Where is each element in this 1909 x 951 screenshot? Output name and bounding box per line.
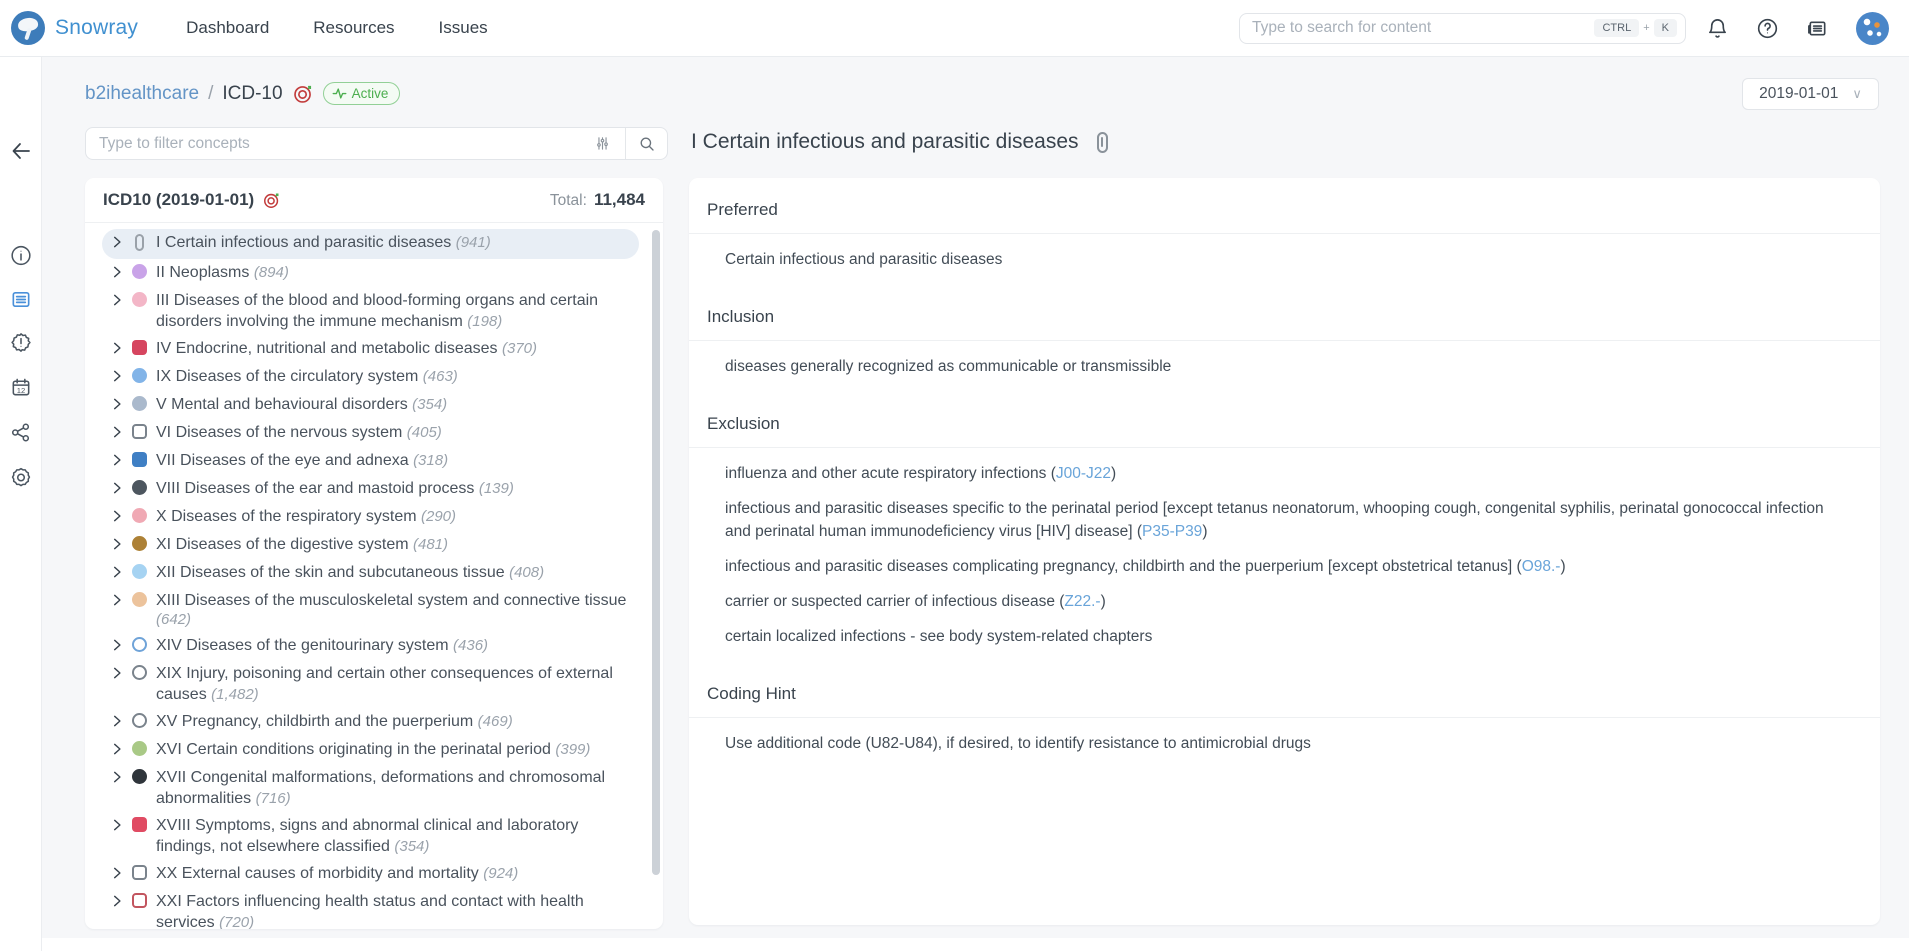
detail-title: I Certain infectious and parasitic diseases — [691, 130, 1079, 153]
tree-row-label: X Diseases of the respiratory system — [156, 508, 421, 525]
atom-icon — [132, 665, 147, 680]
total-label: Total: — [549, 192, 587, 209]
detail-section — [689, 182, 1880, 289]
chevron-right-icon[interactable] — [110, 394, 132, 411]
tree-row[interactable] — [102, 559, 639, 587]
tree-row-count: (399) — [555, 741, 591, 758]
detail-item: Use additional code (U82-U84), if desired, to identify resistance to antimicrobial drugs — [725, 735, 1311, 752]
status-badge — [323, 82, 401, 105]
chevron-right-icon[interactable] — [110, 422, 132, 439]
detail-section-body — [689, 718, 1880, 773]
tree-row[interactable] — [102, 419, 639, 447]
detail-item: Certain infectious and parasitic diseases — [725, 251, 1003, 268]
total-value: 11,484 — [593, 190, 645, 209]
status-badge-label: Active — [351, 86, 389, 101]
paperclip-icon — [135, 234, 144, 251]
tree-row-label: IV Endocrine, nutritional and metabolic diseases — [156, 340, 502, 357]
tree-row-label: XIII Diseases of the musculoskeletal system and connective tissue — [156, 592, 627, 609]
document-icon[interactable] — [9, 288, 32, 311]
tree-row-label: VII Diseases of the eye and adnexa — [156, 452, 414, 469]
pacifier-icon — [132, 741, 147, 756]
chevron-right-icon[interactable] — [110, 815, 132, 832]
detail-item: infectious and parasitic diseases complicating pregnancy, childbirth and the puerperium [except obstetrical tetanus] (O98.-) — [725, 558, 1566, 575]
detail-section-body — [689, 448, 1880, 666]
tree-row-label: I Certain infectious and parasitic diseases — [156, 234, 456, 251]
detail-item: certain localized infections - see body system-related chapters — [725, 628, 1153, 645]
news-icon[interactable] — [1806, 17, 1829, 40]
svg-text:12: 12 — [16, 385, 25, 395]
nav-link-issues[interactable]: Issues — [438, 18, 488, 37]
chevron-right-icon[interactable] — [110, 635, 132, 652]
concept-filter-input[interactable] — [86, 135, 580, 153]
binoculars-icon — [132, 452, 147, 467]
code-range-link[interactable]: Z22.- — [1064, 593, 1101, 610]
chevron-right-icon[interactable] — [110, 590, 132, 607]
tree-row-count: (463) — [422, 368, 458, 385]
tree-row[interactable] — [102, 587, 639, 632]
tree-row-label: VIII Diseases of the ear and mastoid process — [156, 480, 479, 497]
tree-row[interactable] — [102, 531, 639, 559]
top-navbar — [0, 0, 1909, 57]
siren-icon — [132, 865, 147, 880]
chevron-right-icon[interactable] — [110, 450, 132, 467]
tree-row-count: (720) — [219, 914, 255, 929]
calendar-icon[interactable] — [9, 376, 32, 399]
detail-section-title: Exclusion — [689, 396, 1880, 448]
avatar[interactable] — [1856, 12, 1889, 45]
chevron-right-icon[interactable] — [110, 506, 132, 523]
chevron-right-icon[interactable] — [110, 534, 132, 551]
tree-row-count: (894) — [253, 264, 289, 281]
tree-row[interactable] — [102, 660, 639, 708]
bell-icon[interactable] — [1706, 17, 1729, 40]
tree-row-count: (436) — [453, 637, 489, 654]
detail-section-title: Preferred — [689, 182, 1880, 234]
chevron-right-icon[interactable] — [110, 366, 132, 383]
detail-section-body — [689, 341, 1880, 396]
burger-icon — [132, 536, 147, 551]
chevron-down-icon: ∨ — [1852, 86, 1862, 101]
pulse-icon — [332, 86, 347, 101]
global-search-input[interactable] — [1252, 19, 1594, 37]
tree-row-count: (716) — [255, 790, 291, 807]
lungs-icon — [132, 508, 147, 523]
tree-row[interactable] — [102, 736, 639, 764]
tree-row-count: (1,482) — [211, 686, 259, 703]
breadcrumb-org[interactable]: b2ihealthcare — [85, 82, 200, 104]
concept-detail-card — [689, 178, 1880, 925]
version-select-value: 2019-01-01 — [1759, 85, 1839, 102]
tree-row[interactable] — [102, 229, 639, 259]
tree-row-label: XIX Injury, poisoning and certain other consequences of external causes — [156, 665, 613, 703]
tree-row-count: (642) — [156, 611, 192, 628]
search-icon[interactable] — [625, 128, 667, 159]
detail-section — [689, 289, 1880, 396]
detail-section-title: Inclusion — [689, 289, 1880, 341]
tree-row-count: (924) — [483, 865, 519, 882]
tree-row-label: XXI Factors influencing health status and contact with health services — [156, 893, 584, 929]
tree-row-label: XII Diseases of the skin and subcutaneous tissue — [156, 564, 510, 581]
tree-row[interactable] — [102, 632, 639, 660]
family-icon — [132, 713, 147, 728]
nav-link-resources[interactable]: Resources — [313, 18, 395, 37]
chevron-right-icon[interactable] — [110, 711, 132, 728]
tree-row[interactable] — [102, 287, 639, 335]
tree-row-label: XV Pregnancy, childbirth and the puerperium — [156, 713, 478, 730]
camera-kit-icon — [132, 817, 147, 832]
chevron-right-icon[interactable] — [110, 232, 132, 249]
brand-area[interactable] — [0, 11, 138, 45]
breadcrumb-resource: ICD-10 — [222, 82, 283, 104]
info-icon[interactable] — [9, 244, 32, 267]
tree-row-count: (318) — [413, 452, 449, 469]
clipboard-plus-icon — [132, 893, 147, 908]
chevron-right-icon[interactable] — [110, 290, 132, 307]
tree-row-count: (139) — [478, 480, 514, 497]
tree-row-count: (941) — [455, 234, 491, 251]
breadcrumb — [85, 82, 400, 105]
concept-filter — [85, 127, 668, 160]
code-range-link[interactable]: P35-P39 — [1141, 523, 1203, 540]
tree-row[interactable] — [102, 503, 639, 531]
tree-row-label: XVIII Symptoms, signs and abnormal clinical and laboratory findings, not elsewhere classified — [156, 817, 579, 855]
chevron-right-icon[interactable] — [110, 891, 132, 908]
detail-section — [689, 666, 1880, 773]
nav-link-dashboard[interactable]: Dashboard — [186, 18, 270, 37]
paperclip-icon — [1097, 132, 1108, 153]
tree-header — [85, 178, 663, 223]
crystal-ball-icon — [132, 264, 147, 279]
tree-row[interactable] — [102, 475, 639, 503]
filter-options-icon[interactable] — [580, 135, 625, 152]
tree-row-label: XI Diseases of the digestive system — [156, 536, 413, 553]
people-icon — [132, 637, 147, 652]
breadcrumb-separator: / — [208, 82, 214, 104]
tree-row-label: XVI Certain conditions originating in the perinatal period — [156, 741, 556, 758]
code-range-link[interactable]: O98.- — [1521, 558, 1561, 575]
tree-row[interactable] — [102, 860, 639, 888]
tree-row-label: III Diseases of the blood and blood-forming organs and certain disorders involving the immune mechanism — [156, 292, 599, 330]
fingerprint-icon — [132, 564, 147, 579]
tree-row[interactable] — [102, 708, 639, 736]
tree-row-count: (370) — [501, 340, 538, 357]
chevron-right-icon[interactable] — [110, 739, 132, 756]
tree-row-label: XVII Congenital malformations, deformations and chromosomal abnormalities — [156, 769, 606, 807]
detail-item: carrier or suspected carrier of infectious disease (Z22.-) — [725, 593, 1106, 610]
page-bottom-strip — [0, 938, 1909, 951]
chevron-right-icon[interactable] — [110, 663, 132, 680]
tree-row-count: (405) — [406, 424, 442, 441]
tree-row-count: (198) — [467, 313, 503, 330]
chevron-right-icon[interactable] — [110, 478, 132, 495]
concept-tree-card — [85, 178, 663, 929]
biceps-icon — [132, 592, 147, 607]
back-arrow-icon[interactable] — [9, 139, 33, 163]
syringe-icon — [132, 292, 147, 307]
yin-yang-icon — [132, 769, 147, 784]
issues-badge-icon[interactable] — [9, 331, 32, 354]
target-icon — [262, 191, 281, 210]
tree-row[interactable] — [102, 335, 639, 363]
speaker-icon — [132, 480, 147, 495]
chart-box-icon — [132, 424, 147, 439]
tree-row[interactable] — [102, 764, 639, 812]
version-select[interactable] — [1742, 78, 1879, 110]
tree-row-label: XX External causes of morbidity and mortality — [156, 865, 484, 882]
heart-cycle-icon — [132, 368, 147, 383]
detail-section — [689, 396, 1880, 666]
code-range-link[interactable]: J00-J22 — [1055, 465, 1112, 482]
chevron-right-icon[interactable] — [110, 767, 132, 784]
share-icon[interactable] — [9, 421, 32, 444]
left-rail — [0, 57, 42, 951]
tree-row-count: (481) — [413, 536, 449, 553]
pouch-icon — [132, 340, 147, 355]
global-search[interactable] — [1239, 13, 1686, 44]
chevron-right-icon[interactable] — [110, 562, 132, 579]
help-icon[interactable] — [1756, 17, 1779, 40]
tree-row-count: (290) — [420, 508, 457, 525]
tree-row[interactable] — [102, 888, 639, 929]
tree-row[interactable] — [102, 391, 639, 419]
concept-tree — [85, 223, 663, 929]
tree-title: ICD10 (2019-01-01) — [103, 190, 255, 209]
tree-scrollbar-thumb[interactable] — [652, 230, 660, 875]
tree-row-label: V Mental and behavioural disorders — [156, 396, 413, 413]
tree-row-count: (354) — [394, 838, 430, 855]
chevron-right-icon[interactable] — [110, 338, 132, 355]
chevron-right-icon[interactable] — [110, 262, 132, 279]
detail-section-body — [689, 234, 1880, 289]
tree-row-count: (469) — [477, 713, 513, 730]
tree-row-label: IX Diseases of the circulatory system — [156, 368, 423, 385]
detail-section-title: Coding Hint — [689, 666, 1880, 718]
tree-row[interactable] — [102, 259, 639, 287]
brand-name: Snowray — [55, 16, 139, 39]
tree-row[interactable] — [102, 363, 639, 391]
tree-title-wrap — [103, 190, 281, 210]
kbd-k: K — [1654, 19, 1677, 37]
tree-row[interactable] — [102, 812, 639, 860]
tree-row-count: (354) — [412, 396, 448, 413]
tree-row-label: II Neoplasms — [156, 264, 254, 281]
tree-row-label: XIV Diseases of the genitourinary system — [156, 637, 454, 654]
kbd-ctrl: CTRL — [1594, 19, 1639, 37]
target-icon — [292, 83, 314, 105]
tree-row-count: (408) — [509, 564, 545, 581]
detail-item: diseases generally recognized as communicable or transmissible — [725, 358, 1172, 375]
kbd-plus: + — [1643, 22, 1650, 34]
detail-item: influenza and other acute respiratory infections (J00-J22) — [725, 465, 1117, 482]
tree-row[interactable] — [102, 447, 639, 475]
main-nav — [186, 18, 488, 38]
brain-icon — [132, 396, 147, 411]
detail-title-row — [691, 130, 1108, 154]
chevron-right-icon[interactable] — [110, 863, 132, 880]
tree-row-label: VI Diseases of the nervous system — [156, 424, 407, 441]
detail-item: infectious and parasitic diseases specific to the perinatal period [except tetanus neonatorum, whooping cough, congenital syphilis, perinatal gonococcal infection and perinatal human immunodeficiency virus [HIV] disease] (P35-P39) — [725, 500, 1824, 540]
snowray-logo-icon — [11, 11, 45, 45]
settings-icon[interactable] — [9, 466, 32, 489]
